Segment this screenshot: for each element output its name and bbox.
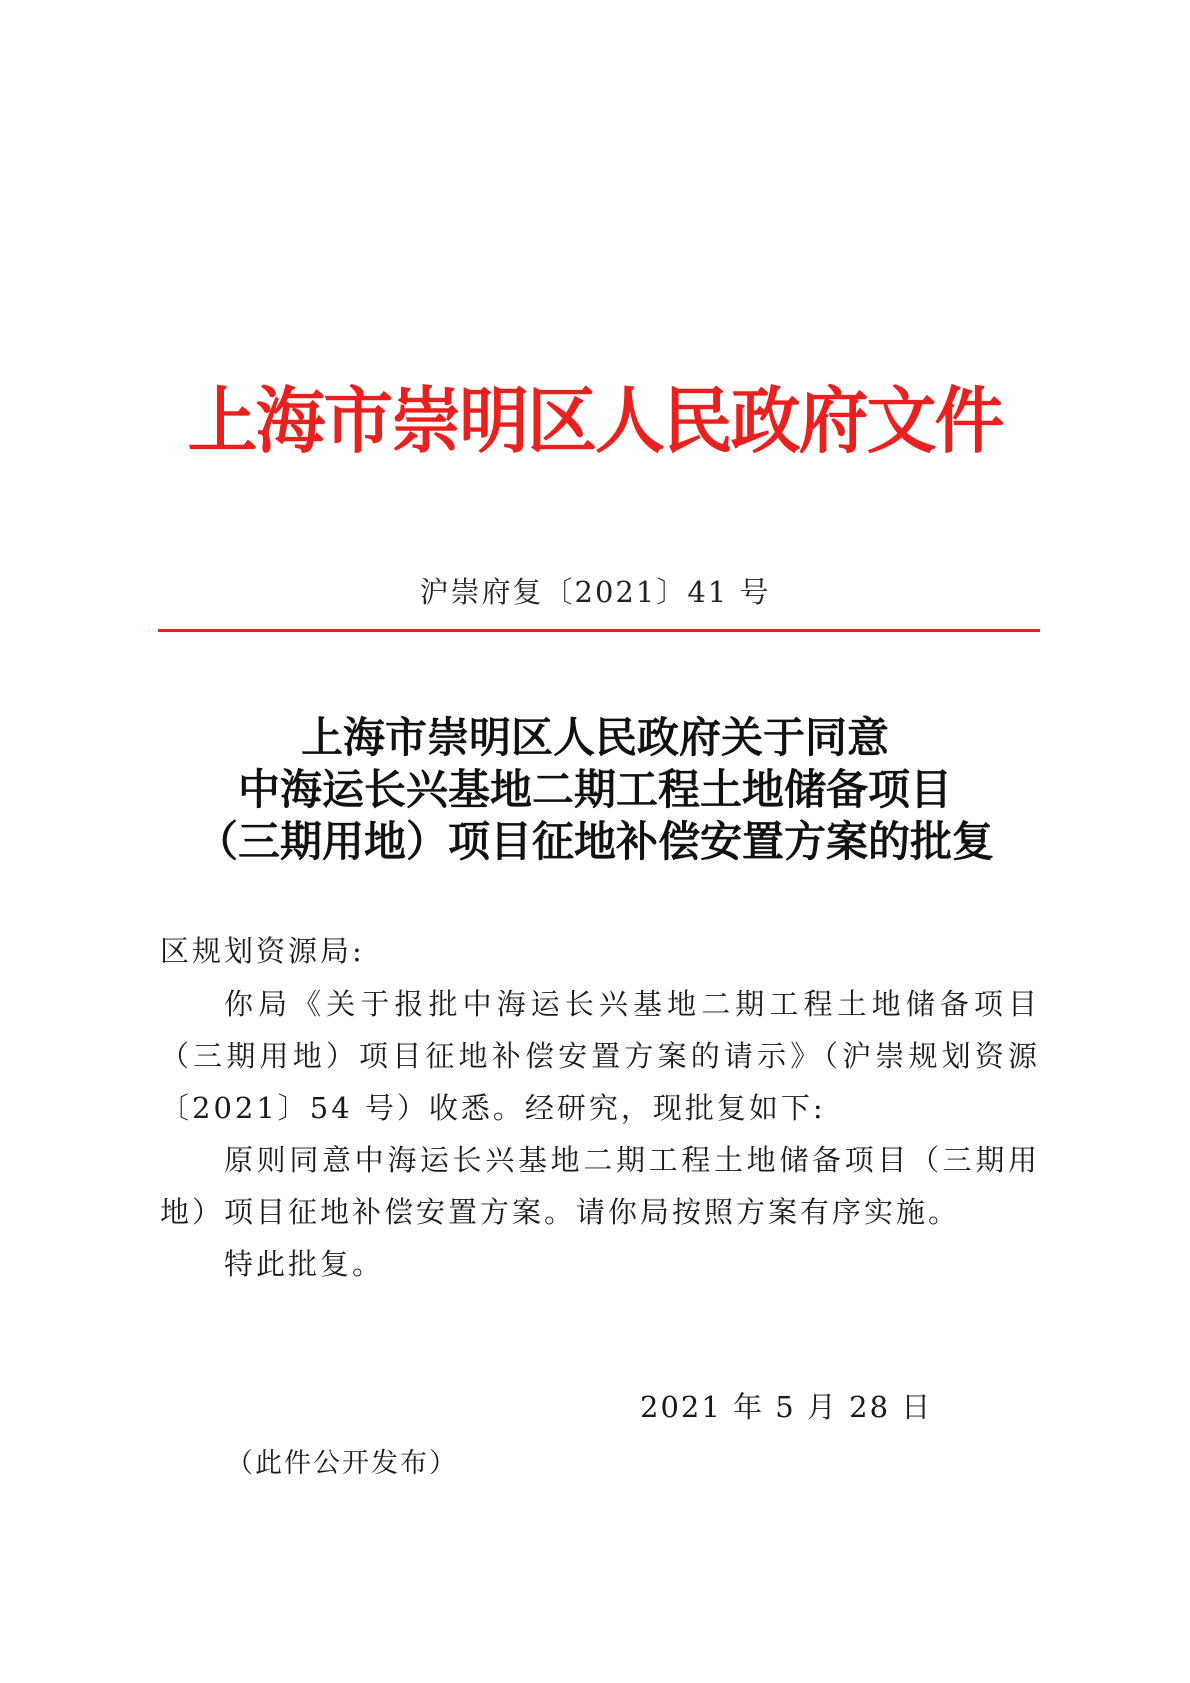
publish-note: （此件公开发布） <box>226 1448 458 1479</box>
title-line: （三期用地）项目征地补偿安置方案的批复 <box>195 817 994 866</box>
title-line: 中海运长兴基地二期工程土地储备项目 <box>237 765 952 814</box>
body-paragraph: 原则同意中海运长兴基地二期工程土地储备项目（三期用地）项目征地补偿安置方案。请你局按照方案有序实施。 <box>160 1143 1040 1229</box>
document-title <box>0 712 1190 868</box>
closing-remark: 特此批复。 <box>224 1247 385 1281</box>
issue-date: 2021 年 5 月 28 日 <box>640 1390 933 1424</box>
addressee: 区规划资源局: <box>160 934 365 968</box>
document-masthead: 上海市崇明区人民政府文件 <box>187 378 1003 463</box>
red-divider-line <box>158 629 1040 632</box>
body-paragraph: 你局《关于报批中海运长兴基地二期工程土地储备项目（三期用地）项目征地补偿安置方案的请示》（沪崇规划资源〔2021〕54 号）收悉。经研究，现批复如下: <box>160 987 1040 1125</box>
title-line: 上海市崇明区人民政府关于同意 <box>300 713 889 762</box>
document-number: 沪崇府复〔2021〕41 号 <box>419 575 771 609</box>
